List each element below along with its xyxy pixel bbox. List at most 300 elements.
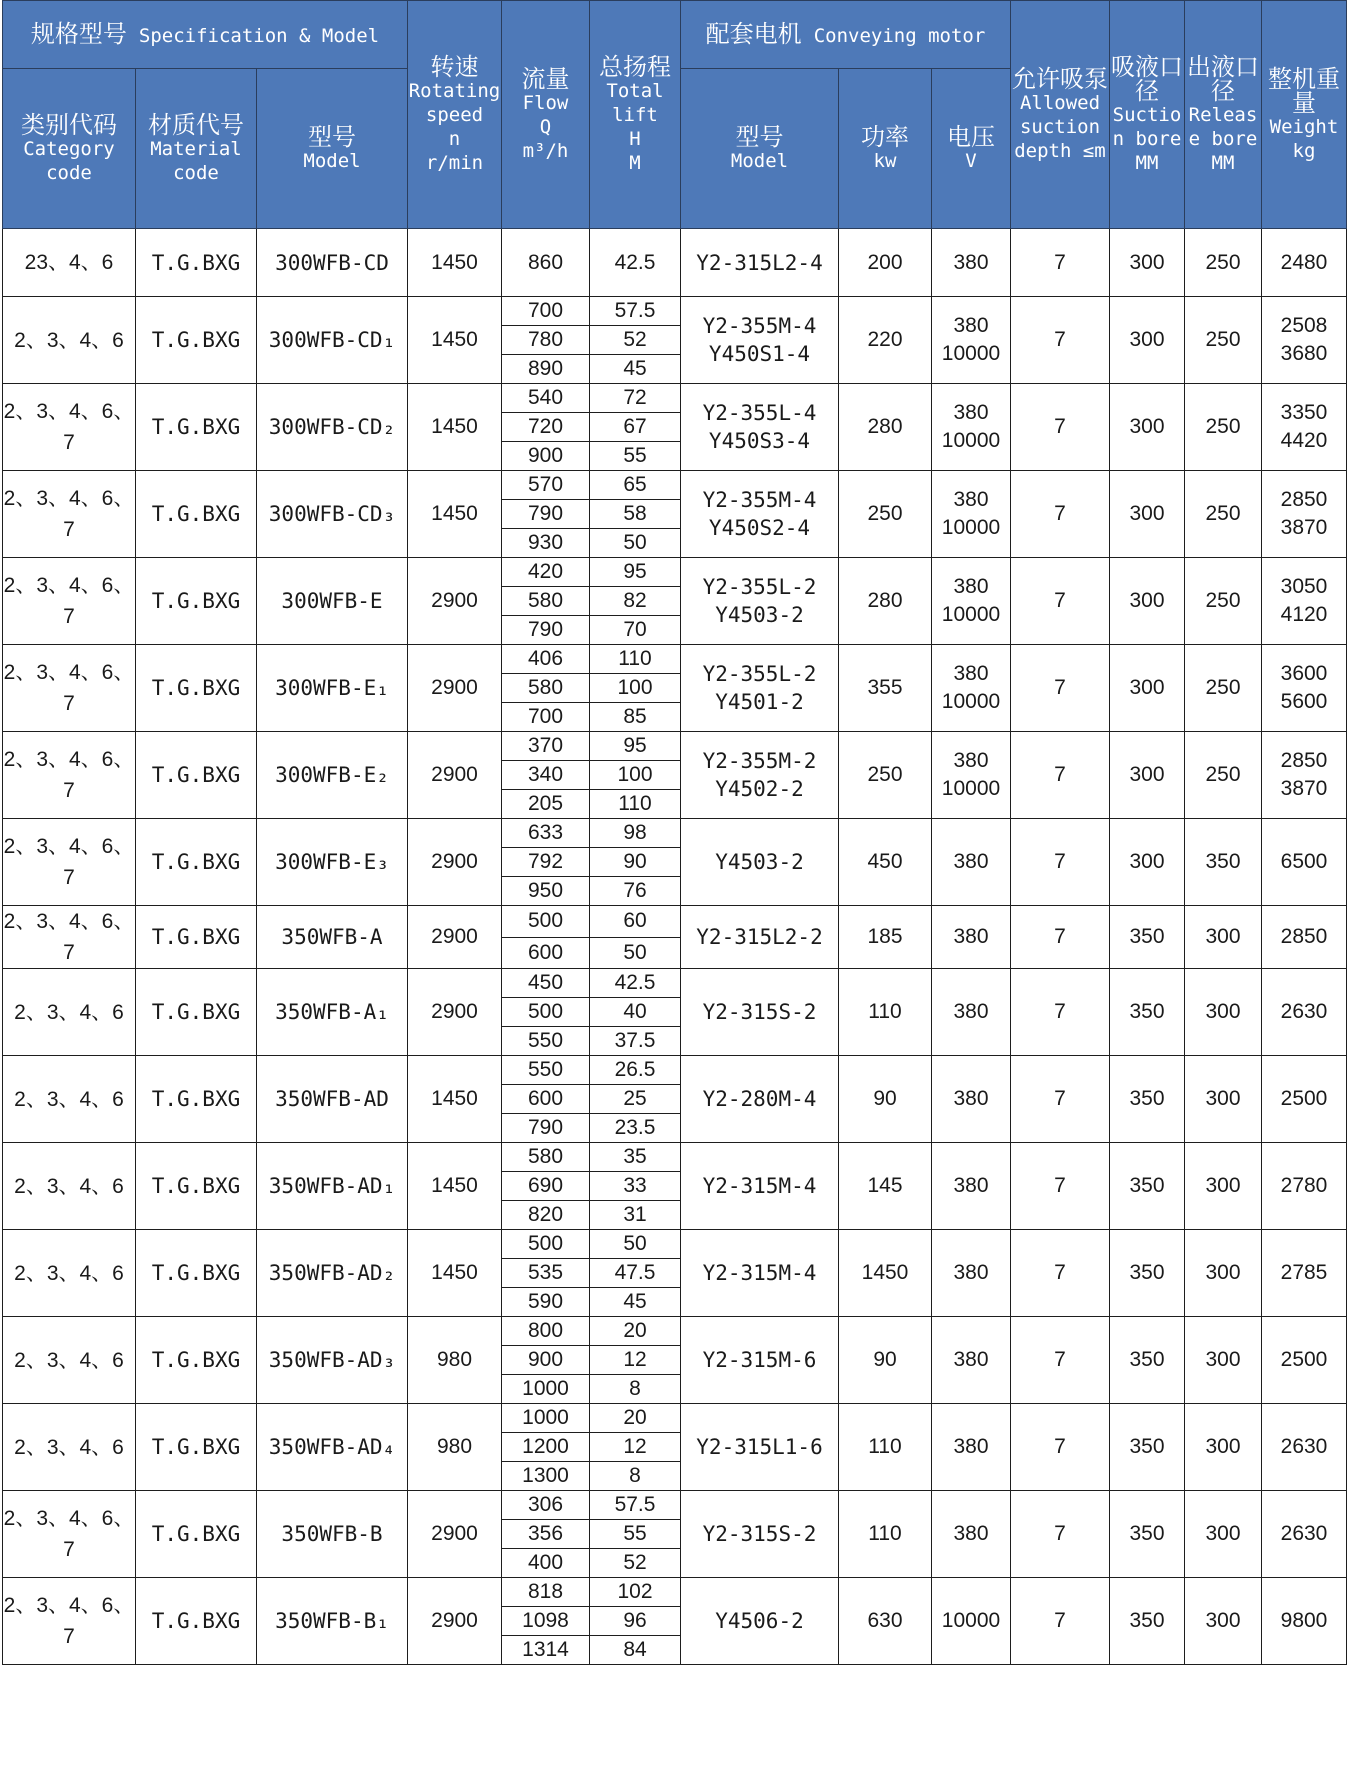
material-code-cell: T.G.BXG: [136, 1317, 257, 1404]
flow-cell: 790: [502, 616, 590, 645]
weight-cell: [1262, 297, 1347, 384]
flow-cell: 500: [502, 1230, 590, 1259]
voltage-cell-line: 380: [953, 1522, 989, 1545]
flow-cell: 600: [502, 937, 590, 969]
lift-cell: 31: [590, 1201, 681, 1230]
category-code-cell: 2、3、4、6: [3, 1056, 136, 1143]
power-cell: 220: [839, 297, 932, 384]
category-code-cell: 2、3、4、6: [3, 1143, 136, 1230]
power-cell: 355: [839, 645, 932, 732]
motor-model-cell: [681, 819, 839, 906]
voltage-cell: [932, 1143, 1011, 1230]
lift-cell: 50: [590, 937, 681, 969]
voltage-cell: [932, 645, 1011, 732]
model-cell: 350WFB-AD₁: [257, 1143, 408, 1230]
speed-cell: 1450: [408, 384, 502, 471]
release-bore-cell: 350: [1185, 819, 1262, 906]
weight-cell-line: 4120: [1280, 603, 1328, 626]
weight-cell: [1262, 906, 1347, 969]
suction-depth-cell: 7: [1011, 1404, 1110, 1491]
motor-model-cell: [681, 1404, 839, 1491]
speed-cell: 2900: [408, 969, 502, 1056]
category-code-header: 类别代码 Category code: [3, 69, 136, 229]
table-row: [3, 229, 1347, 297]
motor-model-cell: [681, 297, 839, 384]
voltage-cell: [932, 1491, 1011, 1578]
weight-cell: [1262, 1404, 1347, 1491]
suction-bore-cell: 300: [1110, 819, 1185, 906]
table-row: [3, 558, 1347, 587]
motor-model-cell-line: Y2-355L-2: [702, 662, 817, 686]
motor-model-cell-line: Y4501-2: [715, 690, 804, 714]
flow-cell: 1200: [502, 1433, 590, 1462]
lift-cell: 55: [590, 1520, 681, 1549]
voltage-cell-line: 10000: [941, 777, 1001, 800]
weight-cell: [1262, 969, 1347, 1056]
motor-model-cell-line: Y4503-2: [715, 850, 804, 874]
voltage-cell-line: 380: [953, 1087, 989, 1110]
motor-model-cell-line: Y2-315L2-2: [696, 925, 823, 949]
voltage-cell: [932, 819, 1011, 906]
flow-cell: 633: [502, 819, 590, 848]
table-row: [3, 1317, 1347, 1346]
motor-model-cell-line: Y2-355L-4: [702, 401, 817, 425]
motor-model-cell-line: Y2-315M-4: [702, 1261, 817, 1285]
weight-header: 整机重量 Weight kg: [1262, 1, 1347, 229]
flow-cell: 900: [502, 1346, 590, 1375]
suction-depth-cell: 7: [1011, 1578, 1110, 1665]
motor-model-cell-line: Y2-315M-4: [702, 1174, 817, 1198]
weight-cell: [1262, 1143, 1347, 1230]
flow-cell: 860: [502, 229, 590, 297]
lift-header: 总扬程 Total lift H M: [590, 1, 681, 229]
flow-cell: 720: [502, 413, 590, 442]
voltage-cell: [932, 297, 1011, 384]
suction-bore-cell: 350: [1110, 1143, 1185, 1230]
flow-cell: 550: [502, 1027, 590, 1056]
release-bore-cell: 250: [1185, 732, 1262, 819]
flow-cell: 890: [502, 355, 590, 384]
flow-cell: 820: [502, 1201, 590, 1230]
weight-cell-line: 3680: [1280, 342, 1328, 365]
category-code-cell: 2、3、4、6、7: [3, 558, 136, 645]
power-cell: 110: [839, 1491, 932, 1578]
model-cell: 300WFB-CD₁: [257, 297, 408, 384]
voltage-cell-line: 380: [953, 749, 989, 772]
model-header: 型号 Model: [257, 69, 408, 229]
power-cell: 90: [839, 1056, 932, 1143]
speed-cell: 2900: [408, 1491, 502, 1578]
lift-cell: 102: [590, 1578, 681, 1607]
suction-depth-cell: 7: [1011, 645, 1110, 732]
flow-cell: 205: [502, 790, 590, 819]
flow-cell: 500: [502, 998, 590, 1027]
voltage-cell: [932, 1578, 1011, 1665]
category-code-cell: 2、3、4、6: [3, 297, 136, 384]
motor-model-cell-line: Y2-315L2-4: [696, 250, 823, 275]
model-cell: 300WFB-E₂: [257, 732, 408, 819]
motor-model-cell: [681, 1317, 839, 1404]
table-row: [3, 1491, 1347, 1520]
lift-cell: 70: [590, 616, 681, 645]
category-code-cell: 23、4、6: [3, 229, 136, 297]
suction-bore-cell: 300: [1110, 297, 1185, 384]
material-code-cell: T.G.BXG: [136, 1230, 257, 1317]
material-code-cell: T.G.BXG: [136, 969, 257, 1056]
lift-cell: 60: [590, 906, 681, 938]
lift-cell: 23.5: [590, 1114, 681, 1143]
motor-model-cell: [681, 229, 839, 297]
lift-cell: 57.5: [590, 297, 681, 326]
material-code-cell: T.G.BXG: [136, 819, 257, 906]
lift-cell: 90: [590, 848, 681, 877]
suction-depth-cell: 7: [1011, 1056, 1110, 1143]
voltage-cell-line: 380: [953, 1000, 989, 1023]
lift-cell: 55: [590, 442, 681, 471]
power-cell: 185: [839, 906, 932, 969]
flow-cell: 340: [502, 761, 590, 790]
lift-cell: 110: [590, 790, 681, 819]
weight-cell: [1262, 645, 1347, 732]
speed-cell: 2900: [408, 645, 502, 732]
speed-cell: 1450: [408, 297, 502, 384]
weight-cell-line: 2630: [1280, 1000, 1328, 1023]
voltage-cell: [932, 732, 1011, 819]
motor-model-cell: [681, 558, 839, 645]
category-code-cell: 2、3、4、6、7: [3, 906, 136, 969]
motor-model-cell-line: Y2-355M-4: [702, 314, 817, 338]
weight-cell-line: 5600: [1280, 690, 1328, 713]
table-row: [3, 645, 1347, 674]
suction-bore-cell: 300: [1110, 471, 1185, 558]
voltage-cell-line: 10000: [941, 603, 1001, 626]
release-bore-cell: 300: [1185, 1230, 1262, 1317]
weight-cell-line: 2785: [1280, 1261, 1328, 1284]
category-code-cell: 2、3、4、6、7: [3, 471, 136, 558]
motor-model-cell-line: Y4506-2: [715, 1609, 804, 1633]
table-row: [3, 1143, 1347, 1172]
motor-model-cell: [681, 1491, 839, 1578]
release-bore-cell: 300: [1185, 906, 1262, 969]
weight-cell-line: 2780: [1280, 1174, 1328, 1197]
weight-cell: [1262, 732, 1347, 819]
motor-model-cell: [681, 645, 839, 732]
weight-cell-line: 2480: [1280, 250, 1328, 274]
voltage-cell-line: 380: [953, 575, 989, 598]
lift-cell: 8: [590, 1375, 681, 1404]
spec-table: [2, 0, 1347, 1665]
lift-cell: 45: [590, 1288, 681, 1317]
weight-cell-line: 2850: [1280, 749, 1328, 772]
suction-bore-cell: 350: [1110, 906, 1185, 969]
flow-cell: 700: [502, 703, 590, 732]
flow-cell: 450: [502, 969, 590, 998]
lift-cell: 76: [590, 877, 681, 906]
voltage-cell-line: 380: [953, 401, 989, 424]
flow-cell: 356: [502, 1520, 590, 1549]
voltage-cell: [932, 1404, 1011, 1491]
motor-model-cell: [681, 969, 839, 1056]
suction-depth-header: 允许吸泵 Allowed suction depth ≤m: [1011, 1, 1110, 229]
power-cell: 450: [839, 819, 932, 906]
suction-bore-cell: 300: [1110, 732, 1185, 819]
motor-model-cell: [681, 906, 839, 969]
weight-cell-line: 2500: [1280, 1087, 1328, 1110]
flow-cell: 600: [502, 1085, 590, 1114]
flow-cell: 306: [502, 1491, 590, 1520]
table-body: [3, 229, 1347, 1665]
voltage-cell-line: 380: [953, 1174, 989, 1197]
suction-bore-cell: 350: [1110, 1056, 1185, 1143]
motor-model-cell-line: Y450S3-4: [708, 429, 811, 453]
category-code-cell: 2、3、4、6、7: [3, 1491, 136, 1578]
voltage-cell-line: 10000: [941, 516, 1001, 539]
flow-cell: 818: [502, 1578, 590, 1607]
voltage-cell-line: 380: [953, 488, 989, 511]
table-row: [3, 1578, 1347, 1607]
flow-cell: 1300: [502, 1462, 590, 1491]
lift-cell: 52: [590, 1549, 681, 1578]
power-cell: 1450: [839, 1230, 932, 1317]
voltage-cell: [932, 558, 1011, 645]
table-row: [3, 297, 1347, 326]
flow-cell: 406: [502, 645, 590, 674]
weight-cell: [1262, 471, 1347, 558]
model-cell: 350WFB-AD₃: [257, 1317, 408, 1404]
lift-cell: 65: [590, 471, 681, 500]
voltage-cell-line: 380: [953, 925, 989, 948]
flow-cell: 1000: [502, 1375, 590, 1404]
power-cell: 200: [839, 229, 932, 297]
speed-cell: 980: [408, 1317, 502, 1404]
suction-depth-cell: 7: [1011, 297, 1110, 384]
motor-model-cell: [681, 1230, 839, 1317]
weight-cell-line: 3050: [1280, 575, 1328, 598]
power-header: 功率 kw: [839, 69, 932, 229]
motor-model-cell: [681, 732, 839, 819]
model-cell: 350WFB-B₁: [257, 1578, 408, 1665]
lift-cell: 100: [590, 761, 681, 790]
table-row: [3, 1230, 1347, 1259]
speed-cell: 2900: [408, 732, 502, 819]
category-code-cell: 2、3、4、6: [3, 1317, 136, 1404]
power-cell: 110: [839, 969, 932, 1056]
motor-model-cell: [681, 1143, 839, 1230]
table-row: [3, 1056, 1347, 1085]
material-code-cell: T.G.BXG: [136, 229, 257, 297]
motor-model-cell-line: Y2-355L-2: [702, 575, 817, 599]
weight-cell: [1262, 229, 1347, 297]
voltage-cell-line: 380: [953, 662, 989, 685]
voltage-cell-line: 10000: [941, 690, 1001, 713]
table-row: [3, 969, 1347, 998]
flow-cell: 780: [502, 326, 590, 355]
suction-bore-header: 吸液口径 Suction bore MM: [1110, 1, 1185, 229]
motor-model-cell: [681, 471, 839, 558]
material-code-cell: T.G.BXG: [136, 558, 257, 645]
flow-cell: 790: [502, 1114, 590, 1143]
power-cell: 110: [839, 1404, 932, 1491]
speed-cell: 1450: [408, 471, 502, 558]
material-code-cell: T.G.BXG: [136, 471, 257, 558]
suction-depth-cell: 7: [1011, 558, 1110, 645]
table-row: [3, 1404, 1347, 1433]
lift-cell: 96: [590, 1607, 681, 1636]
suction-depth-cell: 7: [1011, 819, 1110, 906]
motor-model-cell-line: Y2-355M-4: [702, 488, 817, 512]
lift-cell: 72: [590, 384, 681, 413]
lift-cell: 20: [590, 1317, 681, 1346]
release-bore-cell: 300: [1185, 1143, 1262, 1230]
lift-cell: 82: [590, 587, 681, 616]
category-code-cell: 2、3、4、6: [3, 1404, 136, 1491]
model-cell: 350WFB-AD₂: [257, 1230, 408, 1317]
flow-cell: 900: [502, 442, 590, 471]
flow-cell: 1000: [502, 1404, 590, 1433]
release-bore-cell: 250: [1185, 297, 1262, 384]
category-code-cell: 2、3、4、6、7: [3, 1578, 136, 1665]
flow-cell: 1314: [502, 1636, 590, 1665]
lift-cell: 95: [590, 558, 681, 587]
lift-cell: 67: [590, 413, 681, 442]
speed-cell: 2900: [408, 558, 502, 645]
weight-cell: [1262, 819, 1347, 906]
lift-cell: 12: [590, 1433, 681, 1462]
weight-cell-line: 2850: [1280, 925, 1328, 948]
release-bore-cell: 300: [1185, 1404, 1262, 1491]
weight-cell-line: 2500: [1280, 1348, 1328, 1371]
model-cell: 300WFB-CD: [257, 229, 408, 297]
motor-model-header: 型号 Model: [681, 69, 839, 229]
suction-bore-cell: 350: [1110, 1491, 1185, 1578]
voltage-cell-line: 380: [953, 1435, 989, 1458]
speed-cell: 1450: [408, 1056, 502, 1143]
material-code-cell: T.G.BXG: [136, 1578, 257, 1665]
material-code-cell: T.G.BXG: [136, 906, 257, 969]
material-code-cell: T.G.BXG: [136, 732, 257, 819]
lift-cell: 8: [590, 1462, 681, 1491]
table-row: [3, 732, 1347, 761]
weight-cell: [1262, 1317, 1347, 1404]
suction-bore-cell: 350: [1110, 969, 1185, 1056]
suction-depth-cell: 7: [1011, 229, 1110, 297]
suction-bore-cell: 350: [1110, 1317, 1185, 1404]
model-cell: 350WFB-A: [257, 906, 408, 969]
weight-cell-line: 3870: [1280, 516, 1328, 539]
suction-bore-cell: 300: [1110, 645, 1185, 732]
model-cell: 300WFB-E₁: [257, 645, 408, 732]
spec-model-group-header: 规格型号 Specification & Model: [3, 1, 408, 69]
lift-cell: 42.5: [590, 229, 681, 297]
suction-depth-cell: 7: [1011, 969, 1110, 1056]
power-cell: 90: [839, 1317, 932, 1404]
model-cell: 350WFB-B: [257, 1491, 408, 1578]
weight-cell: [1262, 1578, 1347, 1665]
material-code-cell: T.G.BXG: [136, 1143, 257, 1230]
lift-cell: 50: [590, 1230, 681, 1259]
lift-cell: 52: [590, 326, 681, 355]
voltage-cell-line: 10000: [941, 1609, 1001, 1632]
material-code-cell: T.G.BXG: [136, 1491, 257, 1578]
flow-header: 流量 Flow Q m³/h: [502, 1, 590, 229]
weight-cell-line: 6500: [1280, 850, 1328, 873]
motor-model-cell-line: Y450S1-4: [708, 342, 811, 366]
weight-cell-line: 2630: [1280, 1435, 1328, 1458]
lift-cell: 95: [590, 732, 681, 761]
model-cell: 350WFB-A₁: [257, 969, 408, 1056]
suction-bore-cell: 350: [1110, 1578, 1185, 1665]
flow-cell: 800: [502, 1317, 590, 1346]
motor-model-cell-line: Y2-280M-4: [702, 1087, 817, 1111]
weight-cell: [1262, 558, 1347, 645]
category-code-cell: 2、3、4、6: [3, 1230, 136, 1317]
suction-bore-cell: 350: [1110, 1230, 1185, 1317]
category-code-cell: 2、3、4、6、7: [3, 645, 136, 732]
power-cell: 250: [839, 471, 932, 558]
weight-cell-line: 3350: [1280, 401, 1328, 424]
motor-model-cell: [681, 384, 839, 471]
motor-model-cell-line: Y2-315L1-6: [696, 1435, 823, 1459]
model-cell: 300WFB-CD₂: [257, 384, 408, 471]
motor-group-header: 配套电机 Conveying motor: [681, 1, 1011, 69]
release-bore-cell: 250: [1185, 229, 1262, 297]
voltage-header: 电压 V: [932, 69, 1011, 229]
category-code-cell: 2、3、4、6: [3, 969, 136, 1056]
release-bore-cell: 250: [1185, 384, 1262, 471]
lift-cell: 42.5: [590, 969, 681, 998]
weight-cell-line: 2850: [1280, 488, 1328, 511]
lift-cell: 35: [590, 1143, 681, 1172]
speed-cell: 2900: [408, 1578, 502, 1665]
power-cell: 280: [839, 384, 932, 471]
voltage-cell: [932, 1317, 1011, 1404]
weight-cell: [1262, 1230, 1347, 1317]
model-cell: 300WFB-CD₃: [257, 471, 408, 558]
voltage-cell: [932, 906, 1011, 969]
suction-depth-cell: 7: [1011, 1143, 1110, 1230]
flow-cell: 790: [502, 500, 590, 529]
flow-cell: 500: [502, 906, 590, 938]
release-bore-cell: 300: [1185, 1317, 1262, 1404]
material-code-cell: T.G.BXG: [136, 384, 257, 471]
material-code-cell: T.G.BXG: [136, 297, 257, 384]
lift-cell: 58: [590, 500, 681, 529]
lift-cell: 85: [590, 703, 681, 732]
flow-cell: 535: [502, 1259, 590, 1288]
table-row: [3, 384, 1347, 413]
speed-cell: 980: [408, 1404, 502, 1491]
flow-cell: 370: [502, 732, 590, 761]
suction-depth-cell: 7: [1011, 906, 1110, 969]
release-bore-cell: 300: [1185, 1491, 1262, 1578]
release-bore-header: 出液口径 Release bore MM: [1185, 1, 1262, 229]
flow-cell: 580: [502, 674, 590, 703]
weight-cell-line: 9800: [1280, 1609, 1328, 1632]
voltage-cell-line: 10000: [941, 342, 1001, 365]
power-cell: 630: [839, 1578, 932, 1665]
voltage-cell: [932, 969, 1011, 1056]
voltage-cell-line: 10000: [941, 429, 1001, 452]
model-cell: 350WFB-AD₄: [257, 1404, 408, 1491]
lift-cell: 57.5: [590, 1491, 681, 1520]
suction-bore-cell: 300: [1110, 558, 1185, 645]
speed-cell: 2900: [408, 906, 502, 969]
weight-cell: [1262, 384, 1347, 471]
motor-model-cell: [681, 1056, 839, 1143]
flow-cell: 950: [502, 877, 590, 906]
release-bore-cell: 300: [1185, 969, 1262, 1056]
release-bore-cell: 250: [1185, 645, 1262, 732]
